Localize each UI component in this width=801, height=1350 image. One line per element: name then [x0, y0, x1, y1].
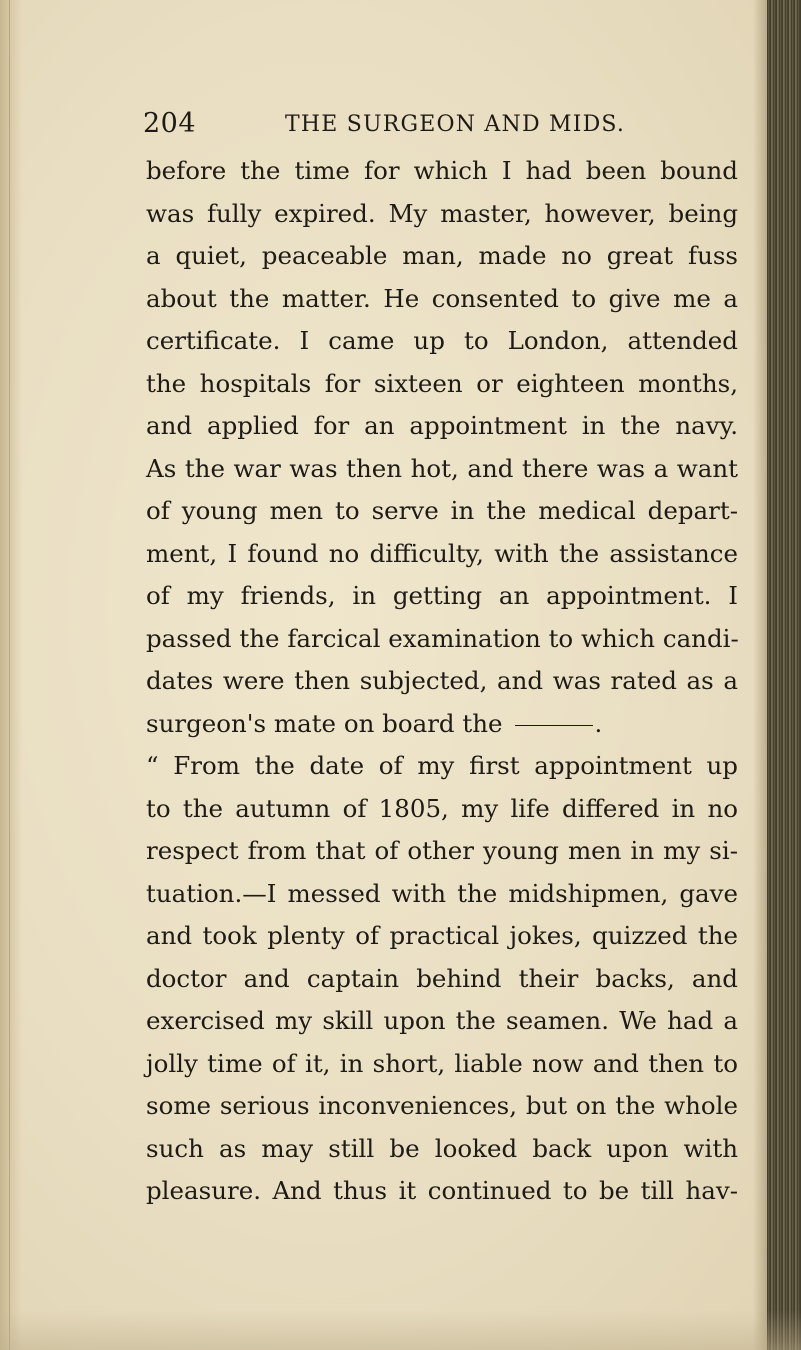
- blank-name-dash: [515, 725, 593, 726]
- text-line: was fully expired. My master, however, being: [146, 198, 738, 228]
- text-line: pleasure. And thus it continued to be till hav-: [146, 1176, 738, 1205]
- page-number: 204: [143, 108, 197, 139]
- text-line: respect from that of other young men in my si-: [146, 836, 738, 865]
- text-line: tuation.—I messed with the midshipmen, gave: [146, 878, 738, 908]
- text-line: to the autumn of 1805, my life differed in no: [146, 793, 738, 823]
- page-edge-shadow: [753, 0, 767, 1350]
- text-line: doctor and captain behind their backs, and: [146, 963, 738, 993]
- text-line: before the time for which I had been bound: [146, 156, 738, 185]
- text-line: and applied for an appointment in the navy.: [146, 411, 738, 440]
- text-line: and took plenty of practical jokes, quizzed the: [146, 921, 738, 950]
- text-line-fragment: .: [594, 708, 603, 738]
- page-header: [143, 108, 743, 148]
- text-line: dates were then subjected, and was rated as a: [146, 666, 738, 695]
- text-line: exercised my skill upon the seamen. We had a: [146, 1006, 738, 1035]
- text-line: a quiet, peaceable man, made no great fuss: [146, 241, 738, 270]
- gutter-edge: [0, 0, 22, 1350]
- text-line: of young men to serve in the medical depart-: [146, 496, 738, 525]
- text-line: jolly time of it, in short, liable now and then to: [146, 1048, 738, 1078]
- text-line-with-dash: [146, 703, 738, 746]
- text-line: about the matter. He consented to give me a: [146, 283, 738, 313]
- text-line: the hospitals for sixteen or eighteen months,: [146, 368, 738, 398]
- text-line: some serious inconveniences, but on the whole: [146, 1091, 738, 1120]
- text-line: “ From the date of my first appointment up: [146, 751, 738, 780]
- bottom-shade: [0, 1310, 801, 1350]
- text-line: As the war was then hot, and there was a want: [146, 453, 738, 483]
- text-line: ment, I found no difficulty, with the assistance: [146, 538, 738, 568]
- text-line: of my friends, in getting an appointment. I: [146, 581, 738, 610]
- text-line: certificate. I came up to London, attended: [146, 326, 738, 355]
- running-head: THE SURGEON AND MIDS.: [285, 112, 626, 137]
- text-line: such as may still be looked back upon with: [146, 1133, 738, 1163]
- stacked-page-edges: [767, 0, 801, 1350]
- body-text: [146, 150, 738, 1213]
- text-line: passed the farcical examination to which candi-: [146, 623, 739, 653]
- text-line-fragment: surgeon's mate on board the: [146, 708, 503, 738]
